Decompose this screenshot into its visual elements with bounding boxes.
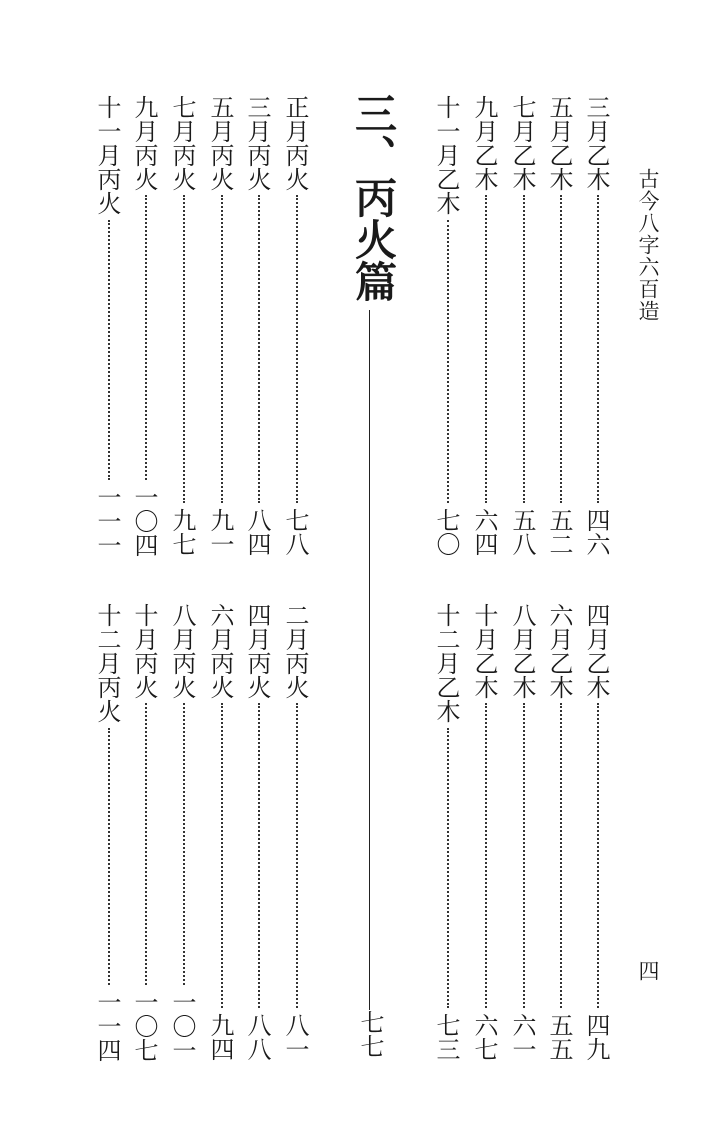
entry-page: 四六 — [582, 508, 610, 556]
dot-leader — [221, 703, 223, 1008]
entry-page: 一一四 — [93, 990, 121, 1062]
entry-page: 六四 — [470, 508, 498, 556]
section-page: 七七 — [356, 1010, 384, 1058]
dot-leader — [447, 728, 449, 1008]
entry-title: 五月丙火 — [206, 95, 234, 191]
entry-page: 八四 — [243, 508, 271, 556]
entry-page: 六七 — [470, 1013, 498, 1061]
dot-leader — [597, 703, 599, 1008]
dot-leader — [108, 220, 110, 480]
dot-leader — [145, 195, 147, 480]
entry-title: 十一月丙火 — [93, 95, 121, 215]
dot-leader — [296, 195, 298, 503]
dot-leader — [485, 703, 487, 1008]
dot-leader — [523, 195, 525, 503]
dot-leader — [485, 195, 487, 503]
entry-page: 七三 — [432, 1013, 460, 1061]
entry-page: 八一 — [281, 1013, 309, 1061]
entry-page: 九一 — [206, 508, 234, 556]
entry-title: 三月丙火 — [243, 95, 271, 191]
entry-page: 一一一 — [93, 485, 121, 557]
section-heading: 三、丙火篇 — [349, 92, 398, 302]
entry-title: 七月乙木 — [508, 95, 536, 191]
entry-page: 八八 — [243, 1013, 271, 1061]
entry-title: 五月乙木 — [545, 95, 573, 191]
dot-leader — [258, 195, 260, 503]
dot-leader — [560, 703, 562, 1008]
running-title: 古今八字六百造 — [636, 168, 660, 322]
dot-leader — [221, 195, 223, 503]
entry-title: 正月丙火 — [281, 95, 309, 191]
dot-leader — [108, 728, 110, 985]
section-rule — [369, 310, 370, 1010]
entry-title: 十一月乙木 — [432, 95, 460, 215]
entry-title: 三月乙木 — [582, 95, 610, 191]
entry-title: 八月乙木 — [508, 603, 536, 699]
entry-title: 七月丙火 — [168, 95, 196, 191]
folio-page-number: 四 — [636, 960, 660, 981]
dot-leader — [447, 220, 449, 503]
entry-title: 六月丙火 — [206, 603, 234, 699]
entry-page: 七八 — [281, 508, 309, 556]
entry-page: 五二 — [545, 508, 573, 556]
entry-title: 四月乙木 — [582, 603, 610, 699]
entry-page: 四九 — [582, 1013, 610, 1061]
entry-title: 十二月乙木 — [432, 603, 460, 723]
entry-page: 一〇一 — [168, 990, 196, 1062]
entry-title: 十二月丙火 — [93, 603, 121, 723]
entry-page: 五八 — [508, 508, 536, 556]
dot-leader — [597, 195, 599, 503]
entry-title: 四月丙火 — [243, 603, 271, 699]
entry-page: 一〇七 — [130, 990, 158, 1062]
entry-title: 二月丙火 — [281, 603, 309, 699]
entry-title: 六月乙木 — [545, 603, 573, 699]
entry-title: 九月丙火 — [130, 95, 158, 191]
entry-page: 九四 — [206, 1013, 234, 1061]
entry-page: 九七 — [168, 508, 196, 556]
dot-leader — [145, 703, 147, 985]
entry-page: 一〇四 — [130, 485, 158, 557]
dot-leader — [560, 195, 562, 503]
dot-leader — [183, 703, 185, 985]
entry-title: 八月丙火 — [168, 603, 196, 699]
entry-page: 六一 — [508, 1013, 536, 1061]
dot-leader — [183, 195, 185, 503]
entry-title: 十月丙火 — [130, 603, 158, 699]
entry-page: 七〇 — [432, 508, 460, 556]
entry-title: 十月乙木 — [470, 603, 498, 699]
dot-leader — [523, 703, 525, 1008]
dot-leader — [258, 703, 260, 1008]
dot-leader — [296, 703, 298, 1008]
entry-page: 五五 — [545, 1013, 573, 1061]
entry-title: 九月乙木 — [470, 95, 498, 191]
